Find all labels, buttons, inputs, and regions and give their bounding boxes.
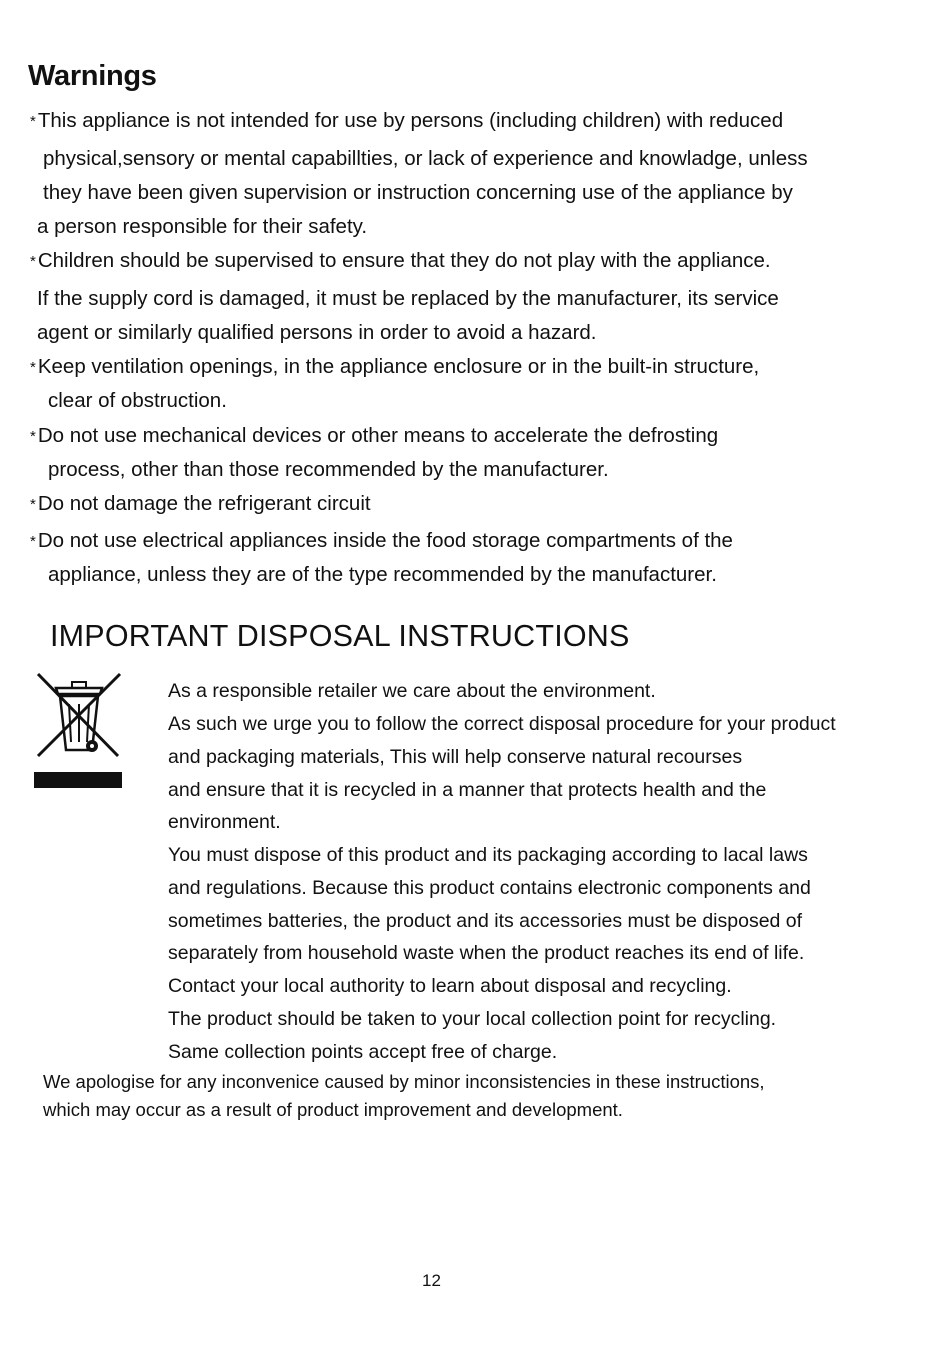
disposal-line: and ensure that it is recycled in a manner that protects health and the (168, 779, 767, 801)
warning-item-1: *This appliance is not intended for use by persons (including children) with reduced (30, 109, 784, 132)
warning-line: they have been given supervision or instruction concerning use of the appliance by (43, 181, 793, 204)
bullet-star-icon: * (30, 496, 36, 513)
bullet-star-icon: * (30, 533, 36, 550)
warning-line: agent or similarly qualified persons in order to avoid a hazard. (37, 321, 597, 344)
warning-line: process, other than those recommended by the manufacturer. (48, 458, 609, 481)
warning-item-4: *Do not use mechanical devices or other means to accelerate the defrosting (30, 424, 719, 447)
page-number: 12 (422, 1271, 441, 1290)
disposal-line: sometimes batteries, the product and its accessories must be disposed of (168, 910, 803, 932)
bullet-star-icon: * (30, 253, 36, 270)
warnings-heading: Warnings (28, 60, 157, 92)
disposal-line: separately from household waste when the product reaches its end of life. (168, 942, 805, 964)
apology-line: which may occur as a result of product improvement and development. (43, 1099, 623, 1120)
bullet-star-icon: * (30, 359, 36, 376)
warning-item-5: *Do not damage the refrigerant circuit (30, 492, 371, 515)
warning-line: appliance, unless they are of the type recommended by the manufacturer. (48, 563, 717, 586)
warning-item-6: *Do not use electrical appliances inside the food storage compartments of the (30, 529, 733, 552)
warning-line: If the supply cord is damaged, it must be replaced by the manufacturer, its service (37, 287, 779, 310)
bullet-star-icon: * (30, 428, 36, 445)
crossed-out-wheelie-bin-icon (34, 670, 124, 790)
bullet-star-icon: * (30, 113, 36, 130)
disposal-line: and packaging materials, This will help conserve natural recourses (168, 746, 743, 768)
disposal-line: and regulations. Because this product contains electronic components and (168, 877, 811, 899)
disposal-line: The product should be taken to your local collection point for recycling. (168, 1008, 777, 1030)
warning-item-3: *Keep ventilation openings, in the appliance enclosure or in the built-in structure, (30, 355, 760, 378)
warning-line: a person responsible for their safety. (37, 215, 368, 238)
disposal-line: Contact your local authority to learn about disposal and recycling. (168, 975, 732, 997)
warning-line: physical,sensory or mental capabillties, or lack of experience and knowladge, unless (43, 147, 808, 170)
disposal-heading: IMPORTANT DISPOSAL INSTRUCTIONS (50, 619, 630, 653)
disposal-line: environment. (168, 811, 281, 833)
disposal-line: As such we urge you to follow the correct disposal procedure for your product (168, 713, 836, 735)
apology-line: We apologise for any inconvenice caused by minor inconsistencies in these instructions, (43, 1071, 765, 1092)
warning-line: clear of obstruction. (48, 389, 227, 412)
disposal-line: As a responsible retailer we care about the environment. (168, 680, 656, 702)
disposal-line: Same collection points accept free of charge. (168, 1041, 558, 1063)
warning-item-2: *Children should be supervised to ensure that they do not play with the appliance. (30, 249, 771, 272)
disposal-line: You must dispose of this product and its packaging according to lacal laws (168, 844, 808, 866)
